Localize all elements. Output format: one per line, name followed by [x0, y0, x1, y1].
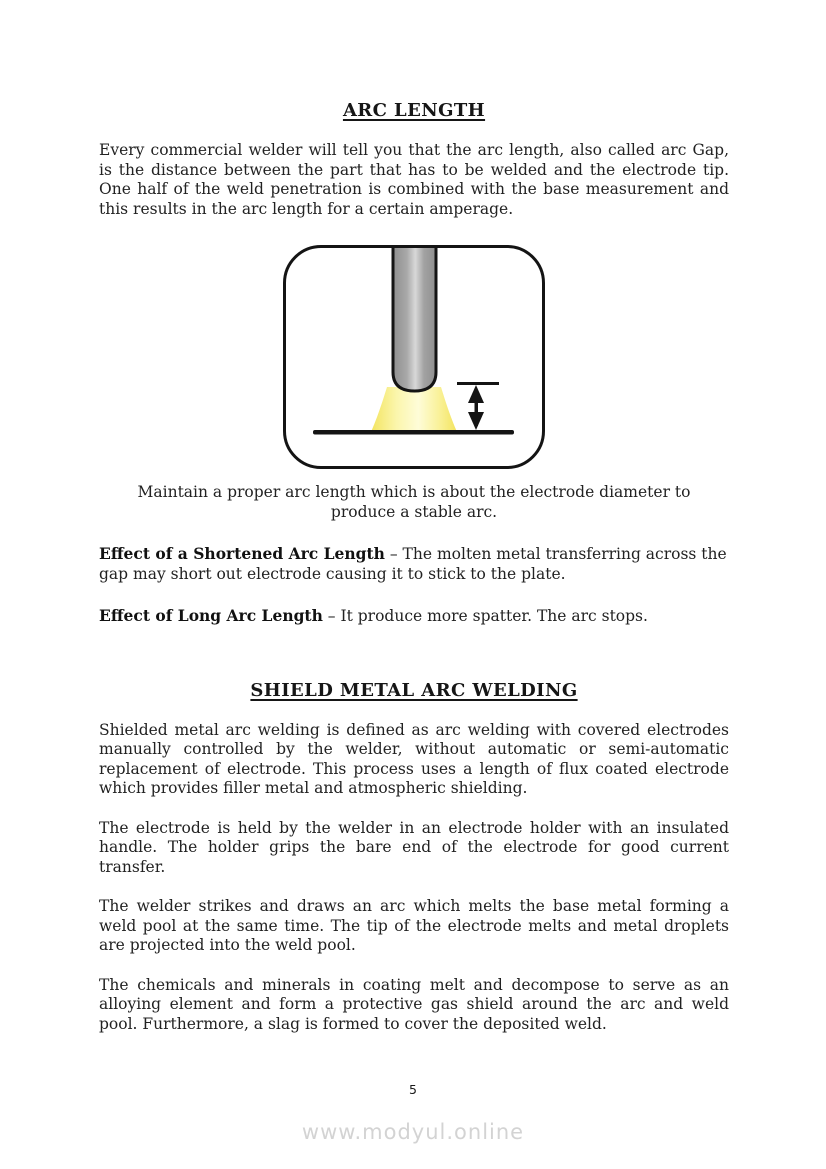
effect-long-arc-sep: –	[322, 607, 341, 625]
arc-length-intro-paragraph: Every commercial welder will tell you that the arc length, also called arc Gap, is the distance between the part that has to be welded and the electrode tip. One half of the weld penetration is combined with the base measurement and this results in the arc length for a certain amperage.	[99, 141, 729, 218]
effect-shortened-arc-sep: –	[384, 545, 403, 563]
base-plate-line	[313, 430, 514, 435]
arrow-top-tick	[457, 382, 499, 385]
effect-long-arc-text: It produce more spatter. The arc stops.	[340, 607, 648, 625]
arrow-head-down	[468, 412, 484, 430]
arc-length-arrow	[457, 382, 499, 430]
watermark-text: www.modyul.online	[301, 1120, 525, 1144]
effect-shortened-arc-text: The molten metal transferring across the gap may short out electrode causing it to stick to the plate.	[99, 545, 727, 583]
arrow-head-up	[468, 385, 484, 403]
effect-long-arc	[99, 606, 729, 627]
arc-flame	[371, 387, 457, 432]
smaw-title: SHIELD METAL ARC WELDING	[250, 679, 578, 701]
smaw-paragraph-3: The welder strikes and draws an arc which melts the base metal forming a weld pool at the same time. The tip of the electrode melts and metal droplets are projected into the weld pool.	[99, 897, 729, 954]
smaw-paragraph-2: The electrode is held by the welder in an electrode holder with an insulated handle. The holder grips the bare end of the electrode for good current transfer.	[99, 818, 729, 876]
smaw-paragraph-4: The chemicals and minerals in coating melt and decompose to serve as an alloying element and form a protective gas shield around the arc and weld pool. Furthermore, a slag is formed to cover the deposited weld.	[99, 975, 729, 1033]
page-content	[99, 0, 729, 1034]
figure-caption: Maintain a proper arc length which is about the electrode diameter to produce a stable arc.	[137, 483, 691, 521]
effect-shortened-arc-label: Effect of a Shortened Arc Length	[99, 544, 385, 563]
arc-length-title: ARC LENGTH	[342, 100, 486, 121]
arc-length-diagram	[286, 248, 542, 466]
page-number: 5	[409, 1082, 417, 1097]
effect-shortened-arc	[99, 544, 729, 584]
effect-long-arc-label: Effect of Long Arc Length	[99, 606, 323, 625]
arc-length-figure	[283, 245, 545, 469]
smaw-paragraph-1: Shielded metal arc welding is defined as arc welding with covered electrodes manually controlled by the welder, without automatic or semi-automatic replacement of electrode. This process uses a length of flux coated electrode which provides filler metal and atmospheric shielding.	[99, 720, 729, 797]
electrode-rod	[393, 248, 436, 391]
